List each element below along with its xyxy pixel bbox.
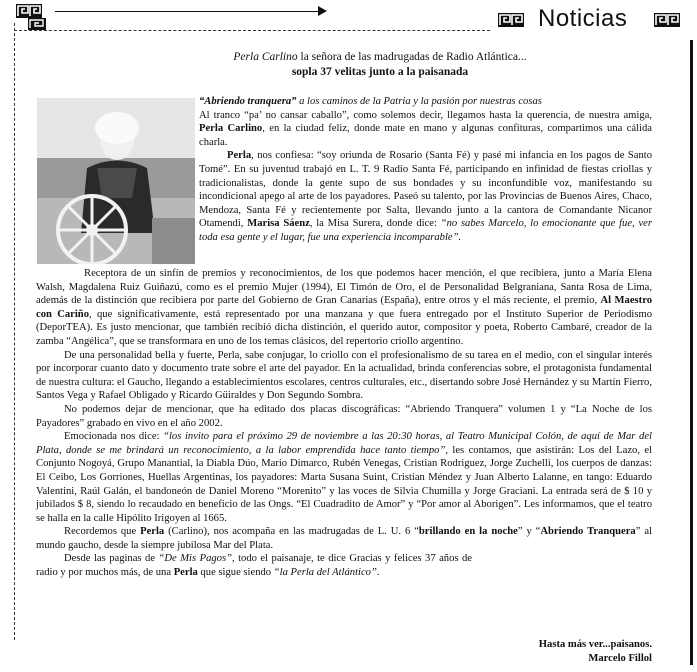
paragraph [36,552,652,579]
award-bold: Al Maestro con Cariño [36,295,653,320]
greek-key-icon [16,4,42,18]
text-run: Emocionada nos dice: [64,431,164,443]
author-name: Marcelo Fillol [588,652,652,664]
section-title: Noticias [538,5,628,32]
disc-bold: Abriendo Tranquera [540,526,636,538]
section-title-block [492,3,697,39]
text-run: ” y “ [517,526,541,538]
subheading-line-1 [120,50,640,65]
lead-title: “Abriendo tranquera” [199,96,297,107]
text-run: , en la ciudad feliz, donde mate en mano y algunas confituras, compartimos una cálida charla. [199,123,652,148]
quote-italic: “no sabes Marcelo, lo emocionante que fue, ver toda esa gente y el lugar, fue una experiencia incomparable”. [199,218,653,243]
greek-key-icon [28,18,46,30]
text-run: , todo el paisanaje, te dice Gracias y felices 37 años de radio y por muchos más, de una [36,553,472,579]
quote-italic: “los invito para el próximo 29 de noviembre a las 20:30 horas, al Teatro Municipal Colón, de aquí de Mar del Plata, donde se me brindará un reconocimiento, a la labor emprendida hace tanto tiempo” [36,431,652,456]
text-run: Desde las paginas de [64,553,159,565]
text-run: (Carlino), nos acompaña en las madrugadas de L. U. 6 “ [164,526,419,538]
paragraph [36,525,652,552]
text-run: , nos confiesa: “soy oriunda de Rosario (Santa Fé) y pasé mi infancia en los pagos de Santo Tomé”. En su juventud trabajó en L. T. 9 Radio Santa Fé, participando en infinidad de fiestas criollas y tradicionalistas, donde la gente supo de sus bondades y su inconfundible voz, manifestando su incondicional apego al arte de los payadores. Paseó su talento, por las Provincias de Buenos Aires, Chaco, Mendoza, Santa Fé y recientemente por Salta, llevando junto a la cantora de Comandante Nicanor Otamendi, [199,150,652,230]
magazine-italic: “De Mis Pagos” [158,553,232,565]
page-header [0,0,697,40]
name-bold: Marisa Sáenz [247,218,310,230]
subheading-rest: la señora de las madrugadas de Radio Atlántica... [297,51,527,63]
right-border-bar [690,40,693,665]
text-run: , que significativamente, está representado por una manzana y que fuera entregado por el Instituto Superior de Periodismo (DeporTEA). Es justo mencionar, que también recibió dicha distinción, el querido autor, compositor y poeta, Roberto Cambaré, creador de la zamba “Angélica”, que se transformara en uno de los temas clásicos, del repertorio criollo argentino. [36,308,652,347]
arrow-icon [318,6,327,16]
article-subheading [120,50,640,80]
text-run: , la Misa Surera, donde dice: [309,218,441,230]
text-run: que sigue siendo [197,567,274,579]
article-body [36,95,652,580]
subheading-name: Perla Carlino [233,51,298,63]
subheading-line-2: sopla 37 velitas junto a la paisanada [291,66,469,78]
greek-key-icon [498,13,524,27]
paragraph [36,267,652,349]
left-dashed-border [14,23,25,640]
greek-key-icon [654,13,680,27]
text-run: ” al mundo gaucho, desde la siempre jubilosa Mar del Plata. [36,526,653,551]
farewell-line: Hasta más ver...paisanos. [538,639,652,650]
paragraph [36,430,652,525]
text-run: Receptora de un sinfín de premios y reconocimientos, de los que podemos hacer mención, el que recibiera, junto a María Elena Walsh, Magdalena Ruiz Guiñazú, como es el premio Mujer (1994), El Timón de Oro, el de Personalidad Belgraniana, Santa Rosa de Lima, además de la distinción que recibiera por parte del Gobierno de Gran Canarias (España), entre otros y el más reciente, el premio, [36,268,652,307]
signoff [480,638,652,665]
arrow-line [55,11,320,12]
paragraph: No podemos dejar de mencionar, que ha editado dos placas discográficas: “Abriendo Tranquera” volumen 1 y “La Noche de los Payadores” grabado en vivo en el año 2002. [36,403,652,429]
name-bold: Perla Carlino [199,123,263,135]
name-bold: Perla [173,567,198,579]
text-run: Recordemos que [64,526,141,538]
text-run: , les contamos, que asistirán: Los del Lazo, el Conjunto Nogoyá, Grupo Manantial, la Diabla Dúo, Mario Dimarco, Rubén Venegas, Cristian Rodriguez, Jorge Zuchelli, los cuerpos de danzas: El Ceibo, Los Gorriones, Huellas Argentinas, los payadores: Marta Susana Suint, Cristian Méndez y Juan Alberto Lalanne, en tango: Eduardo Valentini, Raúl Galán, el bandoneón de Daniel Moreno “Morenito” y las voces de Silvia Chumilla y Jorge Graciani. La entrada será de $ 10 y jubilados $ 8, siendo lo recaudado en beneficio de las Ongs. “El Cuadradito de Amor” y “Por amor al Aborigen”. Les informamos, que el teatro se halla en la calle Hipólito Irigoyen al 1665. [36,444,653,524]
nickname-italic: “la Perla del Atlántico” [273,567,377,579]
show-bold: brillando en la noche [418,526,518,538]
lead-subtitle: a los caminos de la Patria y la pasión por nuestras cosas [296,96,542,107]
name-bold: Perla [140,526,165,538]
paragraph: De una personalidad bella y fuerte, Perla, sabe conjugar, lo criollo con el profesionalismo de su tarea en el medio, con el singular interés por incorporar cuanto dato y documento trate sobre el arte del payador. En la actualidad, brinda conferencias sobre, el protagonista fundamental de nuestra cultura: el Gaucho, llegando a establecimientos escolares, centros culturales, etc., disertando sobre José Hernández y su Martín Fierro, Santos Vega y Rafael Obligado y Ricardo Güiraldes y Don Segundo Sombra. [36,349,652,402]
text-run: . [376,567,380,579]
photo-spacer [36,95,199,267]
dashed-rule [14,30,490,31]
name-bold: Perla [227,150,252,162]
text-run: Al tranco “pa’ no cansar caballo”, como solemos decir, llegamos hasta la querencia, de nuestra amiga, [199,109,652,121]
